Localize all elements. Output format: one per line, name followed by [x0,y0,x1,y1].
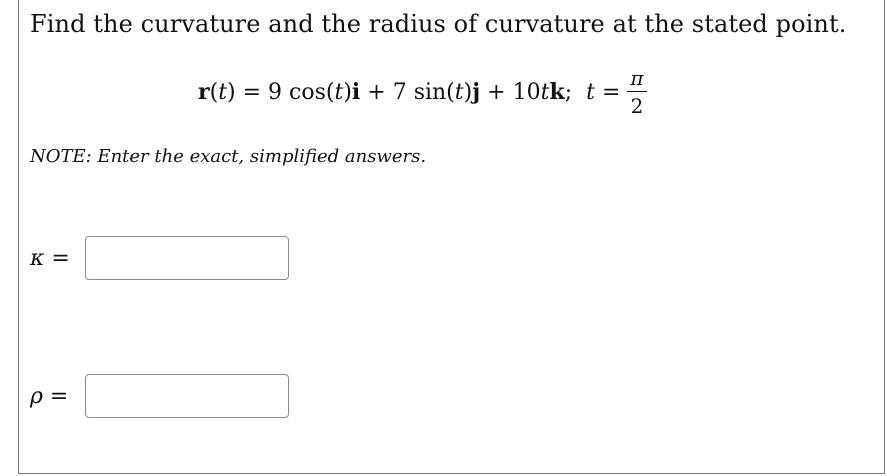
formula-fraction [626,65,647,119]
fraction-denominator: 2 [630,94,644,119]
radius-of-curvature-input[interactable] [85,374,289,418]
vector-function-formula: r ( t ) = 9 cos( t ) i + 7 sin( t ) j + 10 t k ; t = $\frac{\pi}{2}$ [198,64,648,120]
fraction-numerator: π [630,65,644,90]
radius-label: ρ = [30,383,69,409]
question-prompt: Find the curvature and the radius of curvature at the stated point. [30,10,847,38]
formula-r: r [198,79,210,105]
curvature-input[interactable] [85,236,289,280]
instruction-note: NOTE: Enter the exact, simplified answers. [30,146,427,167]
curvature-row [30,236,289,280]
formula-k: k [549,79,565,105]
curvature-label: κ = [30,245,70,271]
formula-j: j [472,79,481,105]
radius-row [30,374,289,418]
formula-i: i [351,79,361,105]
